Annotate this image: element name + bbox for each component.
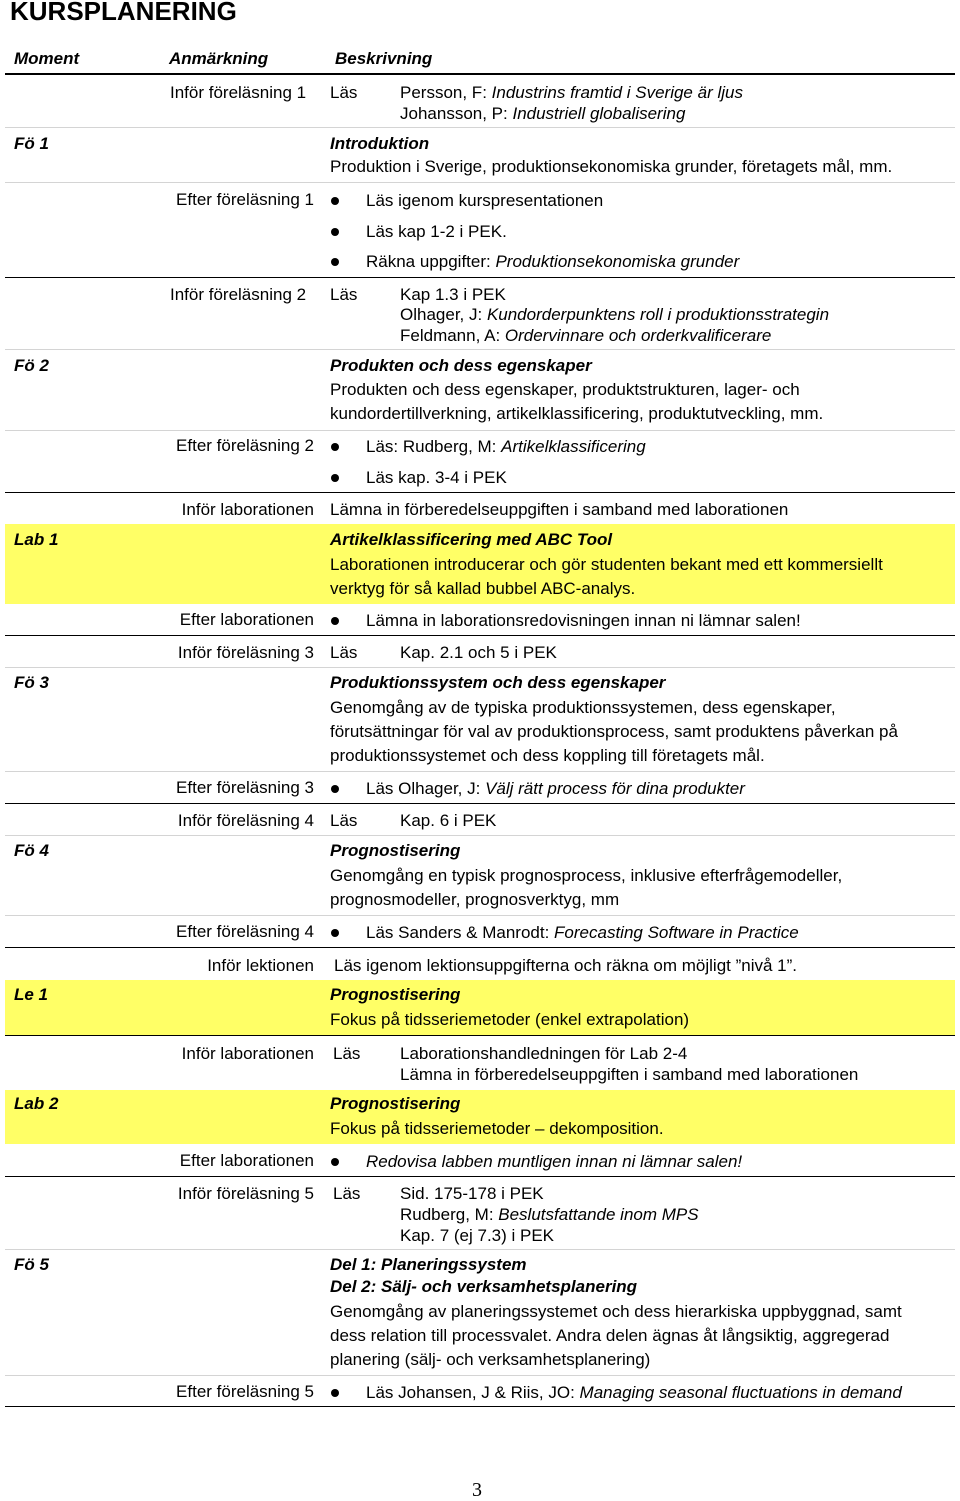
anm-infor-fo4: Inför föreläsning 4: [177, 811, 314, 830]
reading-item: Kap 1.3 i PEK: [400, 285, 506, 304]
lecture-description: dess relation till processvalet. Andra delen ägnas åt långsiktig, aggregerad: [330, 1326, 890, 1345]
section-rule: [5, 1035, 955, 1036]
after-item: Redovisa labben muntligen innan ni lämnar salen!: [366, 1152, 743, 1171]
anm-infor-le1: Inför lektionen: [207, 956, 314, 975]
bullet-icon: [331, 474, 339, 482]
section-rule: [5, 947, 955, 948]
bullet-icon: [331, 929, 339, 937]
lecture-description: förutsättningar för val av produktionsprocess, samt produktens påverkan på: [330, 722, 898, 741]
anm-efter-fo4: Efter föreläsning 4: [176, 922, 314, 941]
lecture-description: kundordertillverkning, artikelklassificering, produktutveckling, mm.: [330, 404, 824, 423]
las-label: Läs: [330, 643, 358, 662]
lecture-heading: Del 1: Planeringssystem: [330, 1255, 527, 1274]
after-item: Räkna uppgifter: Produktionsekonomiska grunder: [366, 252, 740, 271]
reading-item: Olhager, J: Kundorderpunktens roll i produktionsstrategin: [400, 305, 830, 324]
after-item: Läs: Rudberg, M: Artikelklassificering: [366, 437, 646, 456]
bullet-icon: [331, 617, 339, 625]
anm-infor-fo2: Inför föreläsning 2: [170, 285, 307, 304]
las-label: Läs: [330, 83, 358, 102]
reading-item: Johansson, P: Industriell globalisering: [400, 104, 686, 123]
reading-item: Kap. 6 i PEK: [400, 811, 497, 830]
bullet-icon: [331, 228, 339, 236]
moment-fo1: Fö 1: [14, 134, 49, 153]
divider: [5, 127, 955, 128]
reading-item: Feldmann, A: Ordervinnare och orderkvalificerare: [400, 326, 772, 345]
moment-lab2: Lab 2: [14, 1094, 59, 1113]
divider: [5, 667, 955, 668]
divider: [5, 915, 955, 916]
lab-heading: Artikelklassificering med ABC Tool: [330, 530, 613, 549]
reading-item: Rudberg, M: Beslutsfattande inom MPS: [400, 1205, 699, 1224]
after-item: Läs Sanders & Manrodt: Forecasting Software in Practice: [366, 923, 799, 942]
after-item: Läs Johansen, J & Riis, JO: Managing seasonal fluctuations in demand: [366, 1383, 902, 1402]
prep-text: Lämna in förberedelseuppgiften i samband med laborationen: [330, 500, 789, 519]
divider: [5, 771, 955, 772]
anm-efter-fo3: Efter föreläsning 3: [176, 778, 314, 797]
prep-text: Läs igenom lektionsuppgifterna och räkna om möjligt ”nivå 1”.: [334, 956, 798, 975]
anm-efter-lab2: Efter laborationen: [179, 1151, 314, 1170]
anm-infor-lab1: Inför laborationen: [181, 500, 314, 519]
lab-description: verktyg för så kallad bubbel ABC-analys.: [330, 579, 636, 598]
reading-item: Persson, F: Industrins framtid i Sverige är ljus: [400, 83, 743, 102]
lab-description: Fokus på tidsseriemetoder – dekomposition.: [330, 1119, 664, 1138]
after-item: Läs Olhager, J: Välj rätt process för dina produkter: [366, 779, 745, 798]
lecture-description: prognosmodeller, prognosverktyg, mm: [330, 890, 620, 909]
divider: [5, 349, 955, 350]
header-anmarkning: Anmärkning: [169, 49, 269, 68]
lesson-description: Fokus på tidsseriemetoder (enkel extrapolation): [330, 1010, 690, 1029]
anm-infor-lab2: Inför laborationen: [181, 1044, 314, 1063]
anm-efter-fo2: Efter föreläsning 2: [176, 436, 314, 455]
header-moment: Moment: [14, 49, 80, 68]
reading-item: Lämna in förberedelseuppgiften i samband med laborationen: [400, 1065, 859, 1084]
reading-item: Kap. 7 (ej 7.3) i PEK: [400, 1226, 555, 1245]
section-rule: [5, 492, 955, 493]
divider: [5, 1249, 955, 1250]
after-item: Läs kap 1-2 i PEK.: [366, 222, 507, 241]
moment-fo2: Fö 2: [14, 356, 49, 375]
lecture-description: Produktion i Sverige, produktionsekonomiska grunder, företagets mål, mm.: [330, 157, 893, 176]
lesson-heading: Prognostisering: [330, 985, 461, 1004]
lecture-description: Genomgång av planeringssystemet och dess hierarkiska uppbyggnad, samt: [330, 1302, 902, 1321]
lecture-description: Genomgång en typisk prognosprocess, inklusive efterfrågemodeller,: [330, 866, 843, 885]
lecture-heading: Del 2: Sälj- och verksamhetsplanering: [330, 1277, 638, 1296]
las-label: Läs: [333, 1184, 361, 1203]
lab-description: Laborationen introducerar och gör studenten bekant med ett kommersiellt: [330, 555, 883, 574]
reading-item: Kap. 2.1 och 5 i PEK: [400, 643, 557, 662]
anm-efter-fo1: Efter föreläsning 1: [176, 190, 314, 209]
lecture-heading: Produkten och dess egenskaper: [330, 356, 592, 375]
moment-fo3: Fö 3: [14, 673, 49, 692]
lecture-heading: Prognostisering: [330, 841, 461, 860]
anm-infor-fo1: Inför föreläsning 1: [170, 83, 307, 102]
lab-heading: Prognostisering: [330, 1094, 461, 1113]
page-title: KURSPLANERING: [10, 0, 237, 26]
section-rule: [5, 803, 955, 804]
section-rule: [5, 1406, 955, 1407]
bullet-icon: [331, 1389, 339, 1397]
lecture-heading: Introduktion: [330, 134, 430, 153]
las-label: Läs: [333, 1044, 361, 1063]
after-item: Läs igenom kurspresentationen: [366, 191, 604, 210]
bullet-icon: [331, 258, 339, 266]
reading-item: Laborationshandledningen för Lab 2-4: [400, 1044, 688, 1063]
divider: [5, 1375, 955, 1376]
divider: [5, 430, 955, 431]
las-label: Läs: [330, 285, 358, 304]
moment-fo5: Fö 5: [14, 1255, 49, 1274]
after-item: Läs kap. 3-4 i PEK: [366, 468, 507, 487]
moment-le1: Le 1: [14, 985, 49, 1004]
header-rule: [5, 73, 955, 75]
moment-fo4: Fö 4: [14, 841, 49, 860]
bullet-icon: [331, 1158, 339, 1166]
reading-item: Sid. 175-178 i PEK: [400, 1184, 544, 1203]
divider: [5, 182, 955, 183]
moment-lab1: Lab 1: [14, 530, 59, 549]
section-rule: [5, 1176, 955, 1177]
lecture-heading: Produktionssystem och dess egenskaper: [330, 673, 666, 692]
bullet-icon: [331, 443, 339, 451]
anm-infor-fo5: Inför föreläsning 5: [177, 1184, 314, 1203]
section-rule: [5, 635, 955, 636]
after-item: Lämna in laborationsredovisningen innan ni lämnar salen!: [366, 611, 801, 630]
divider: [5, 835, 955, 836]
lecture-description: produktionssystemet och dess koppling till företagets mål.: [330, 746, 765, 765]
las-label: Läs: [330, 811, 358, 830]
bullet-icon: [331, 785, 339, 793]
page-number: 3: [472, 1479, 482, 1501]
section-rule: [5, 277, 955, 278]
anm-efter-lab1: Efter laborationen: [179, 610, 314, 629]
anm-efter-fo5: Efter föreläsning 5: [176, 1382, 314, 1401]
lecture-description: Produkten och dess egenskaper, produktstrukturen, lager- och: [330, 380, 800, 399]
lecture-description: planering (sälj- och verksamhetsplanering): [330, 1350, 651, 1369]
header-beskrivning: Beskrivning: [335, 49, 433, 68]
lecture-description: Genomgång av de typiska produktionssystemen, dess egenskaper,: [330, 698, 836, 717]
bullet-icon: [331, 197, 339, 205]
anm-infor-fo3: Inför föreläsning 3: [177, 643, 314, 662]
